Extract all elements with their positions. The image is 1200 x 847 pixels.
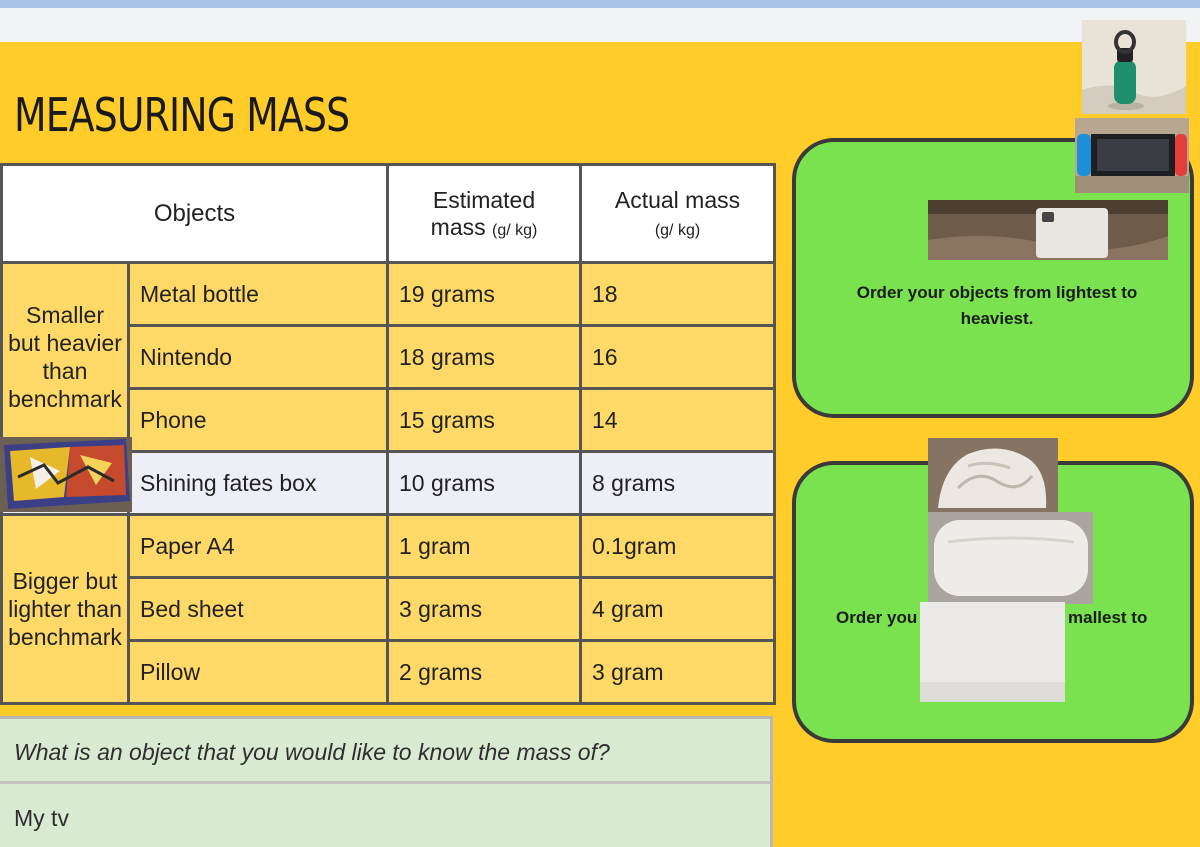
cell-object[interactable]: Phone: [129, 389, 388, 452]
cell-estimated[interactable]: 1 gram: [388, 515, 581, 578]
cell-actual[interactable]: 18: [581, 263, 775, 326]
mass-table: [0, 163, 776, 705]
cell-estimated[interactable]: 2 grams: [388, 641, 581, 704]
cell-estimated[interactable]: 3 grams: [388, 578, 581, 641]
slide-title: MEASURING MASS: [14, 88, 350, 142]
header-actual-mass: [581, 165, 775, 263]
question-divider: [0, 781, 770, 784]
paper-a4-image[interactable]: [920, 602, 1065, 702]
answer-text[interactable]: My tv: [14, 805, 69, 831]
cell-estimated[interactable]: 19 grams: [388, 263, 581, 326]
metal-bottle-image[interactable]: [1082, 20, 1186, 114]
cell-actual[interactable]: 0.1gram: [581, 515, 775, 578]
shining-fates-box-image[interactable]: [0, 437, 132, 512]
cell-actual[interactable]: 3 gram: [581, 641, 775, 704]
group-label-smaller: Smaller but heavier than benchmark: [2, 263, 129, 452]
cell-estimated[interactable]: 18 grams: [388, 326, 581, 389]
cell-object[interactable]: Metal bottle: [129, 263, 388, 326]
cell-object[interactable]: Pillow: [129, 641, 388, 704]
group-label-bigger: Bigger but lighter than benchmark: [2, 515, 129, 704]
cell-object[interactable]: Nintendo: [129, 326, 388, 389]
table-row: [2, 263, 775, 326]
phone-image[interactable]: [928, 200, 1168, 260]
cell-estimated[interactable]: 15 grams: [388, 389, 581, 452]
cell-object[interactable]: Shining fates box: [129, 452, 388, 515]
cell-object[interactable]: Paper A4: [129, 515, 388, 578]
table-header-row: [2, 165, 775, 263]
card1-instruction: Order your objects from lightest to heaviest.: [856, 283, 1138, 328]
header-estimated-unit: (g/ kg): [492, 221, 538, 239]
cell-object[interactable]: Bed sheet: [129, 578, 388, 641]
cell-actual[interactable]: 4 gram: [581, 578, 775, 641]
header-objects: Objects: [2, 165, 388, 263]
table-row: [2, 515, 775, 578]
header-estimated-line2: mass: [430, 213, 486, 240]
browser-toolbar-strip: [0, 8, 1200, 42]
question-prompt: What is an object that you would like to know the mass of?: [14, 739, 610, 765]
browser-top-bar: [0, 0, 1200, 8]
header-estimated-mass: [388, 165, 581, 263]
cell-actual[interactable]: 8 grams: [581, 452, 775, 515]
bed-sheet-image[interactable]: [928, 438, 1058, 516]
header-estimated-line1: Estimated: [432, 186, 536, 213]
pillow-image[interactable]: [928, 512, 1093, 604]
cell-actual[interactable]: 14: [581, 389, 775, 452]
card2-instruction-right: mallest to: [1068, 608, 1148, 627]
nintendo-image[interactable]: [1075, 118, 1189, 193]
question-panel: [0, 716, 773, 847]
cell-estimated[interactable]: 10 grams: [388, 452, 581, 515]
card2-instruction-left: Order you: [836, 608, 918, 627]
header-actual-unit: (g/ kg): [654, 221, 701, 239]
header-actual-line1: Actual mass: [614, 186, 741, 213]
cell-actual[interactable]: 16: [581, 326, 775, 389]
